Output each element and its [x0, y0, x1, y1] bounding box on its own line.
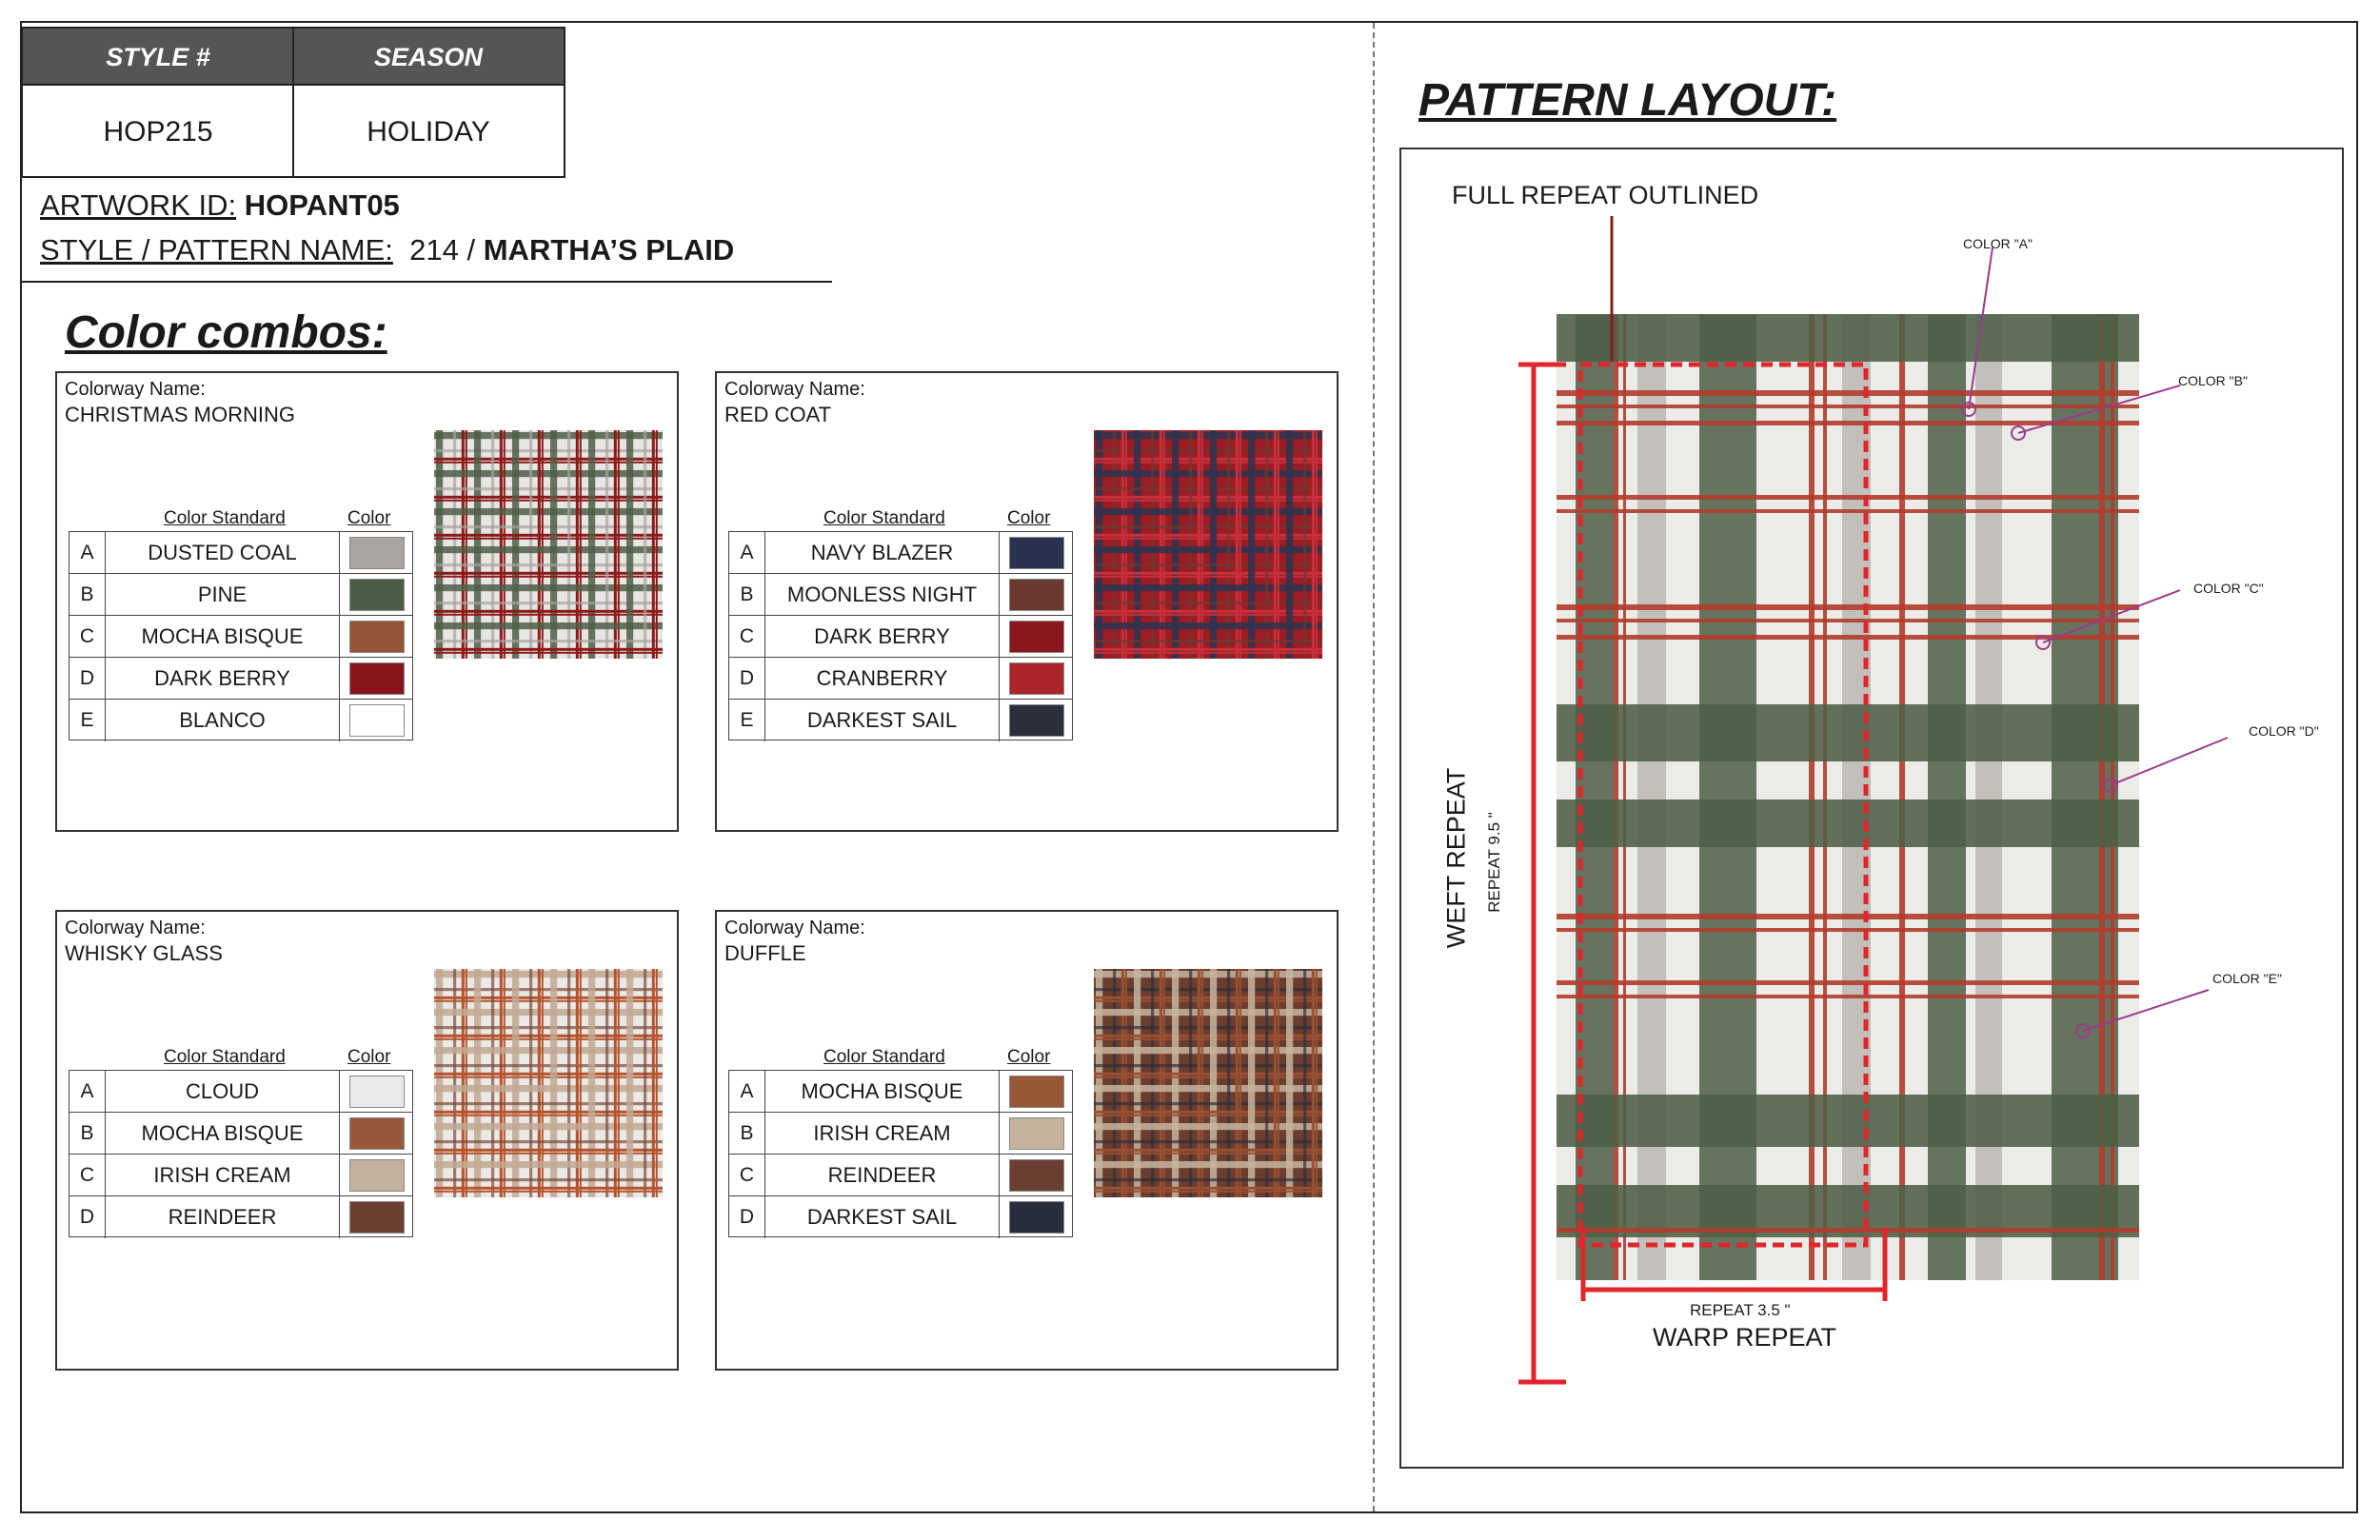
- color-letter: B: [729, 574, 765, 615]
- color-swatch: [349, 537, 405, 569]
- color-letter: D: [69, 1196, 106, 1238]
- color-swatch: [349, 1201, 405, 1234]
- color-standard-table: [69, 531, 413, 740]
- color-swatch: [1009, 1159, 1064, 1192]
- color-standard-table: [69, 1070, 413, 1237]
- color-standard-header: Color Standard: [823, 508, 945, 528]
- table-row: [729, 1071, 1072, 1113]
- color-header: Color: [1007, 1047, 1051, 1067]
- color-letter: B: [729, 1113, 765, 1154]
- color-standard-name: IRISH CREAM: [765, 1113, 1000, 1154]
- color-swatch: [1009, 704, 1064, 737]
- plaid-weft-line: [1557, 1228, 2139, 1233]
- plaid-weft-line: [1557, 405, 2139, 408]
- color-swatch: [349, 579, 405, 611]
- table-row: [69, 1113, 412, 1155]
- plaid-weft-line: [1557, 995, 2139, 998]
- color-c-label: COLOR "C": [2193, 581, 2264, 596]
- color-swatch: [1009, 1117, 1064, 1150]
- warp-repeat-label: WARP REPEAT: [1653, 1323, 1837, 1352]
- color-standard-name: REINDEER: [106, 1196, 340, 1238]
- plaid-weft-line: [1557, 509, 2139, 513]
- color-standard-name: MOCHA BISQUE: [765, 1071, 1000, 1112]
- colorway-name-label: Colorway Name:: [65, 918, 206, 938]
- artwork-id-label: ARTWORK ID:: [40, 188, 237, 222]
- table-row: [69, 574, 412, 616]
- colorway-card: [715, 910, 1339, 1371]
- color-standard-name: BLANCO: [106, 700, 340, 741]
- color-swatch: [349, 704, 405, 737]
- color-standard-name: CLOUD: [106, 1071, 340, 1112]
- color-standard-table: [728, 1070, 1073, 1237]
- table-row: [69, 1155, 412, 1196]
- style-season-table: [21, 27, 565, 178]
- colorway-name-label: Colorway Name:: [724, 379, 865, 400]
- color-standard-header: Color Standard: [823, 1047, 945, 1067]
- color-letter: D: [69, 658, 106, 699]
- plaid-weft-line: [1557, 390, 2139, 396]
- color-swatch: [1009, 1076, 1064, 1108]
- color-letter: E: [69, 700, 106, 741]
- color-standard-name: IRISH CREAM: [106, 1155, 340, 1195]
- color-letter: C: [69, 1155, 106, 1195]
- plaid-weft-band: [1557, 800, 2139, 847]
- warp-measure-label: REPEAT 3.5 ": [1690, 1301, 1791, 1319]
- pattern-name-label: STYLE / PATTERN NAME:: [40, 233, 393, 267]
- color-standard-table: [728, 531, 1073, 740]
- weft-measure-label: REPEAT 9.5 ": [1485, 812, 1503, 913]
- plaid-weft-line: [1557, 619, 2139, 622]
- color-standard-header: Color Standard: [164, 1047, 286, 1067]
- table-row: [729, 658, 1072, 700]
- color-standard-name: CRANBERRY: [765, 658, 1000, 699]
- artwork-id-line: [40, 188, 400, 223]
- color-d-label: COLOR "D": [2249, 723, 2319, 739]
- color-combos-title: Color combos:: [65, 307, 387, 358]
- color-standard-name: DARKEST SAIL: [765, 1196, 1000, 1238]
- table-row: [69, 658, 412, 700]
- color-header: Color: [347, 508, 391, 528]
- table-row: [69, 1196, 412, 1238]
- colorway-name: WHISKY GLASS: [65, 941, 223, 965]
- color-swatch: [1009, 621, 1064, 653]
- color-swatch: [1009, 662, 1064, 695]
- season-header: SEASON: [293, 29, 564, 86]
- color-swatch: [349, 1076, 405, 1108]
- color-swatch: [1009, 579, 1064, 611]
- color-e-label: COLOR "E": [2212, 971, 2282, 986]
- color-letter: D: [729, 1196, 765, 1238]
- table-row: [69, 532, 412, 574]
- colorway-name-label: Colorway Name:: [65, 379, 206, 400]
- table-row: [729, 1196, 1072, 1238]
- artwork-id-value: HOPANT05: [244, 188, 400, 222]
- color-standard-name: DARK BERRY: [765, 616, 1000, 657]
- pattern-layout-title: PATTERN LAYOUT:: [1418, 75, 1837, 126]
- color-letter: A: [729, 532, 765, 573]
- style-header: STYLE #: [23, 29, 293, 86]
- color-letter: D: [729, 658, 765, 699]
- color-standard-name: DARKEST SAIL: [765, 700, 1000, 741]
- color-letter: C: [69, 616, 106, 657]
- color-standard-name: NAVY BLAZER: [765, 532, 1000, 573]
- weft-repeat-label: WEFT REPEAT: [1441, 767, 1471, 949]
- color-letter: A: [69, 1071, 106, 1112]
- plaid-weft-line: [1557, 928, 2139, 932]
- color-swatch: [349, 1117, 405, 1150]
- colorway-name: RED COAT: [724, 403, 832, 426]
- color-standard-name: MOONLESS NIGHT: [765, 574, 1000, 615]
- color-swatch: [1009, 1201, 1064, 1234]
- color-standard-name: REINDEER: [765, 1155, 1000, 1195]
- plaid-swatch-image: [434, 430, 663, 659]
- plaid-weft-line: [1557, 914, 2139, 919]
- plaid-weft-line: [1557, 604, 2139, 610]
- color-letter: C: [729, 1155, 765, 1195]
- colorway-name: CHRISTMAS MORNING: [65, 403, 295, 426]
- color-letter: B: [69, 1113, 106, 1154]
- full-repeat-label: FULL REPEAT OUTLINED: [1452, 181, 1759, 209]
- color-swatch: [349, 621, 405, 653]
- table-row: [69, 1071, 412, 1113]
- style-value: HOP215: [103, 115, 213, 148]
- colorway-name: DUFFLE: [724, 941, 806, 965]
- color-letter: E: [729, 700, 765, 741]
- pattern-layout-diagram: [1399, 148, 2344, 1469]
- colorway-card: [715, 371, 1339, 832]
- color-swatch: [349, 662, 405, 695]
- color-standard-name: PINE: [106, 574, 340, 615]
- color-swatch: [349, 1159, 405, 1192]
- plaid-weft-line: [1557, 980, 2139, 985]
- season-value: HOLIDAY: [367, 115, 490, 148]
- table-row: [729, 616, 1072, 658]
- color-standard-name: DARK BERRY: [106, 658, 340, 699]
- color-standard-name: MOCHA BISQUE: [106, 1113, 340, 1154]
- color-header: Color: [347, 1047, 391, 1067]
- plaid-swatch-image: [1094, 430, 1322, 659]
- color-header: Color: [1007, 508, 1051, 528]
- table-row: [729, 1113, 1072, 1155]
- plaid-weft-band: [1557, 1095, 2139, 1147]
- colorway-name-label: Colorway Name:: [724, 918, 865, 938]
- table-row: [69, 700, 412, 741]
- pattern-name-line: [40, 233, 734, 267]
- table-row: [729, 532, 1072, 574]
- style-number: 214 /: [409, 233, 476, 267]
- color-letter: B: [69, 574, 106, 615]
- color-standard-name: MOCHA BISQUE: [106, 616, 340, 657]
- color-standard-header: Color Standard: [164, 508, 286, 528]
- color-letter: A: [729, 1071, 765, 1112]
- color-letter: C: [729, 616, 765, 657]
- pattern-name-value: MARTHA’S PLAID: [483, 233, 735, 267]
- table-row: [729, 1155, 1072, 1196]
- plaid-swatch-image: [1094, 969, 1322, 1197]
- plaid-weft-band: [1557, 704, 2139, 761]
- color-a-label: COLOR "A": [1963, 236, 2033, 251]
- plaid-swatch-image: [434, 969, 663, 1197]
- table-row: [69, 616, 412, 658]
- plaid-weft-line: [1557, 495, 2139, 500]
- table-row: [729, 700, 1072, 741]
- color-letter: A: [69, 532, 106, 573]
- page-divider: [1373, 23, 1375, 1511]
- colorway-card: [55, 371, 679, 832]
- table-row: [729, 574, 1072, 616]
- info-rule: [21, 281, 832, 283]
- plaid-weft-band: [1557, 314, 2139, 362]
- color-standard-name: DUSTED COAL: [106, 532, 340, 573]
- color-swatch: [1009, 537, 1064, 569]
- color-b-label: COLOR "B": [2178, 373, 2248, 388]
- colorway-card: [55, 910, 679, 1371]
